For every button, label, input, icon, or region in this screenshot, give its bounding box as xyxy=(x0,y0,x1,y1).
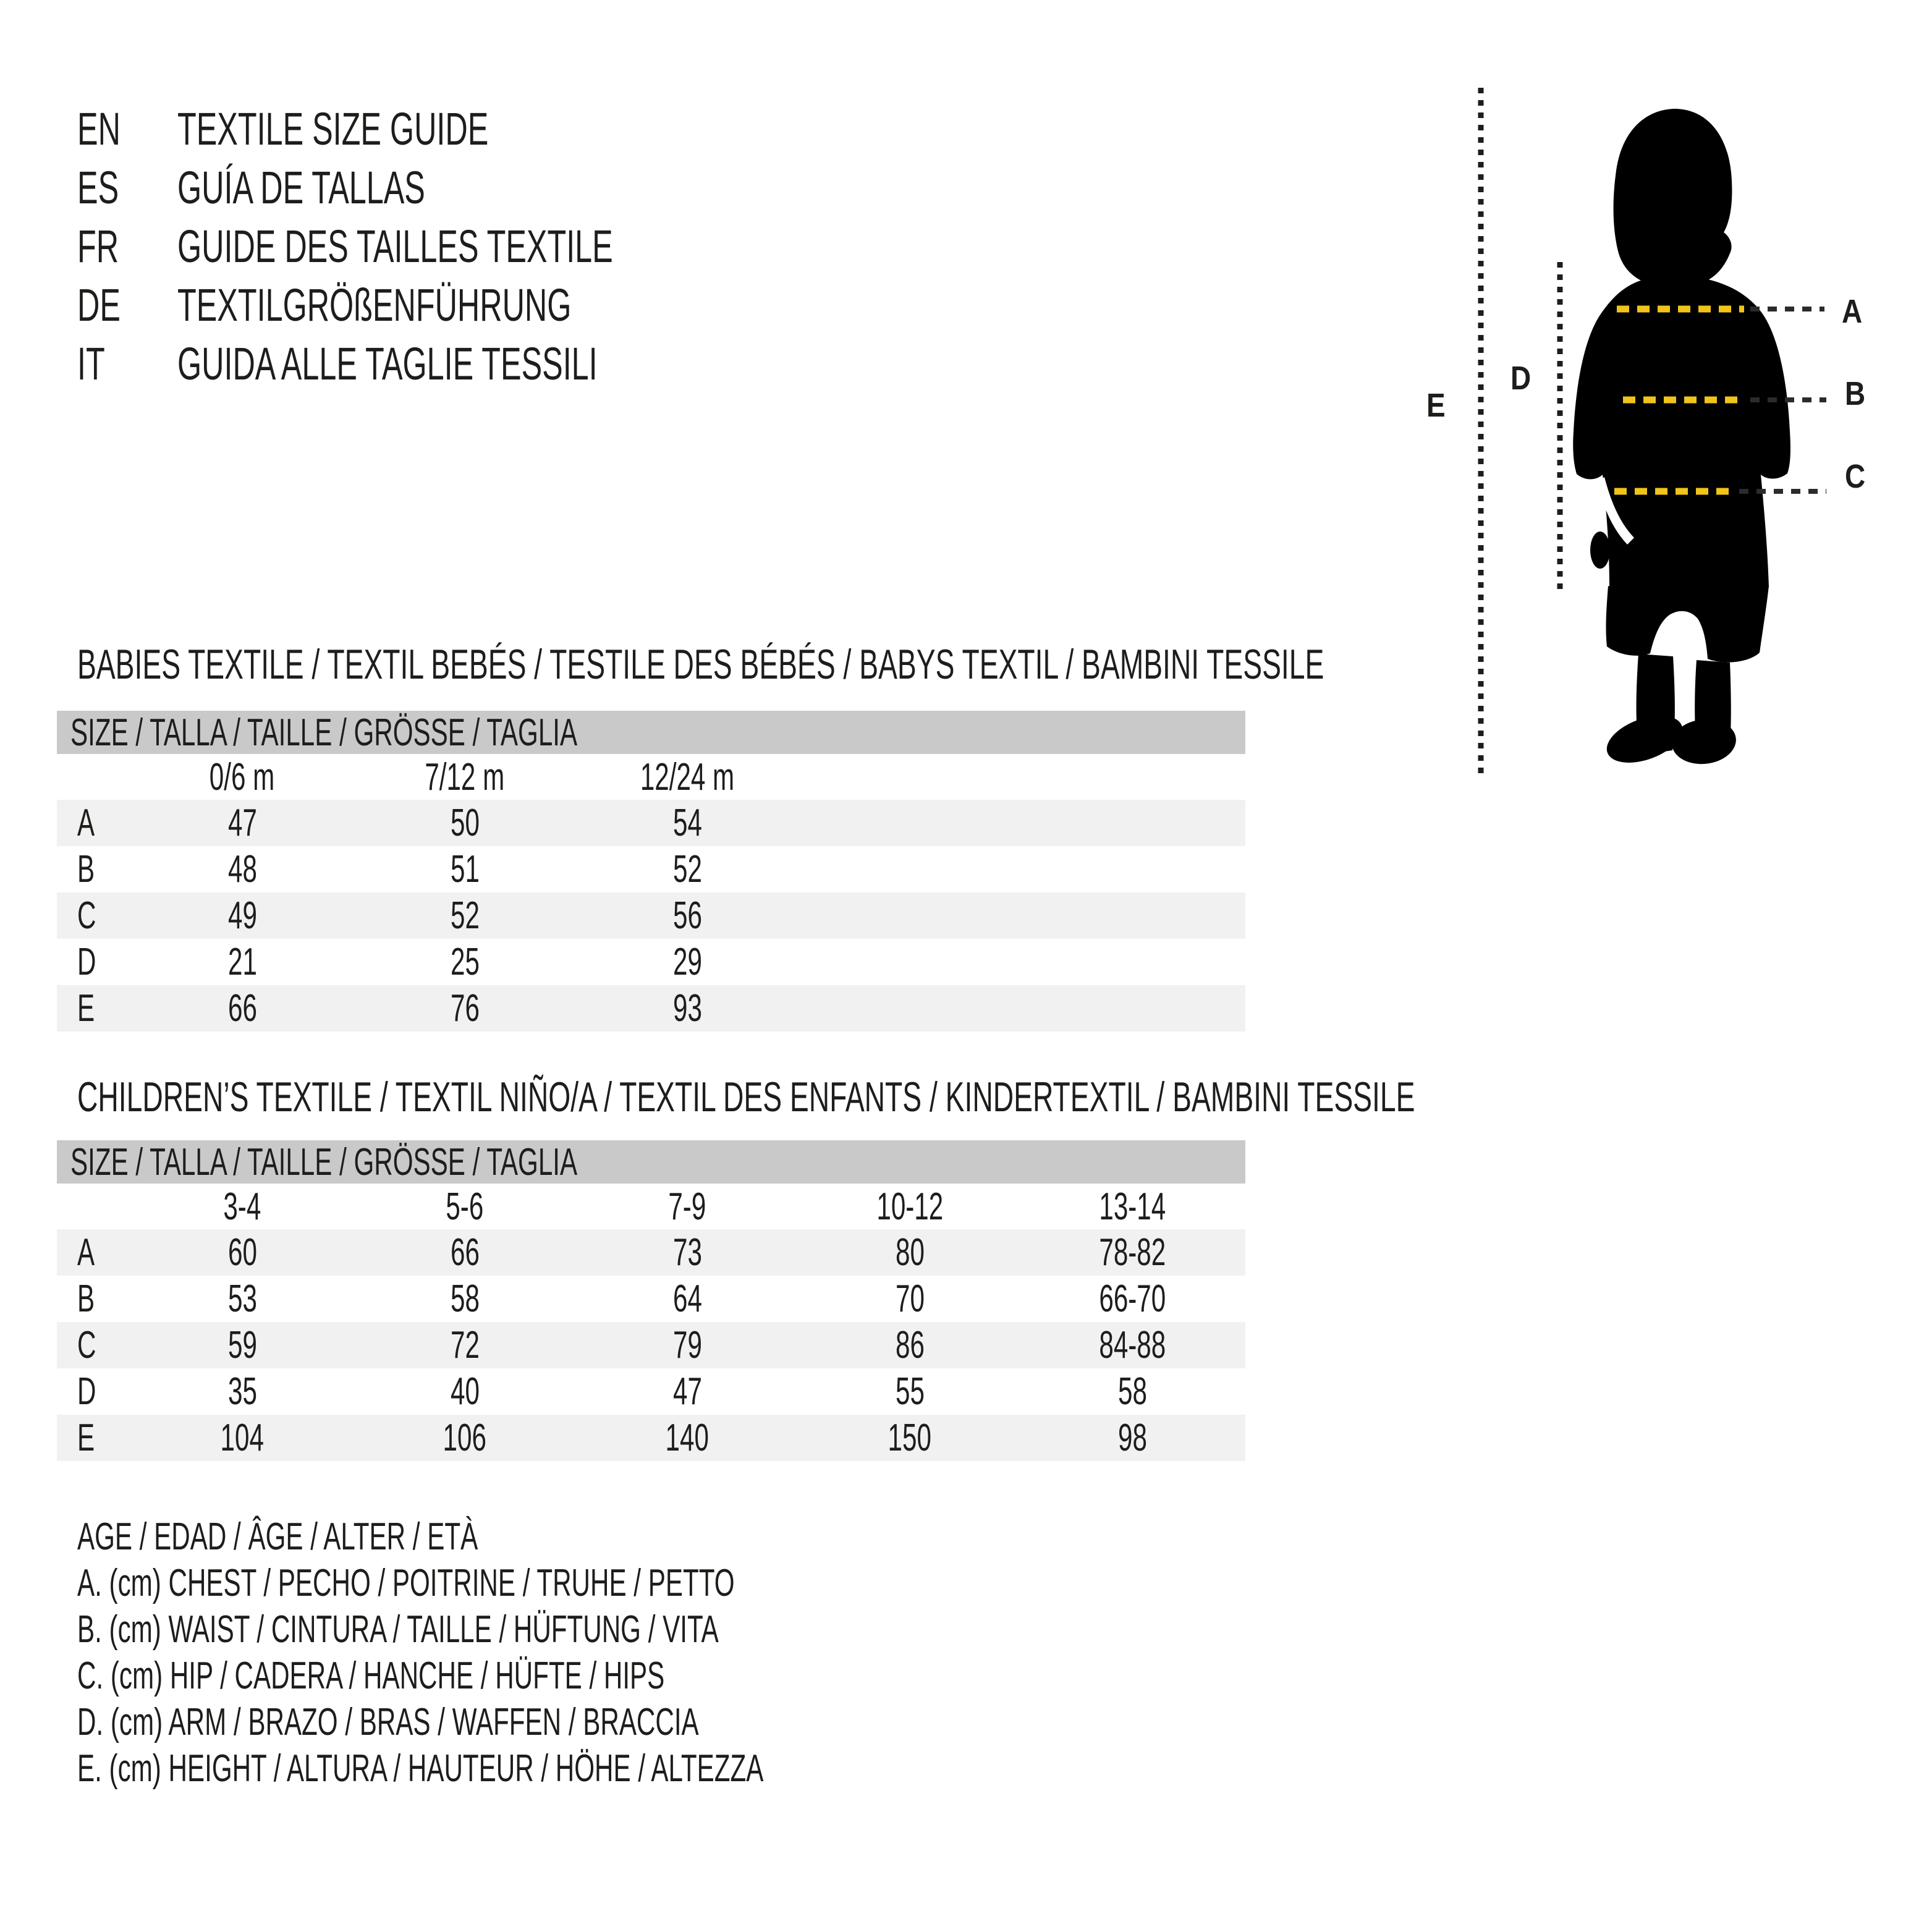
row-label: E xyxy=(77,1417,95,1459)
table-cell: 66 xyxy=(450,1231,480,1274)
children-section-title: CHILDREN’S TEXTILE / TEXTIL NIÑO/A / TEXTIL DES ENFANTS / KINDERTEXTIL / BAMBINI TESSILE xyxy=(77,1074,1415,1121)
language-title: GUIDA ALLE TAGLIE TESSILI xyxy=(177,338,598,389)
column-header: 7/12 m xyxy=(425,755,505,799)
table-cell: 93 xyxy=(672,987,702,1030)
table-cell: 73 xyxy=(672,1231,702,1274)
language-code: IT xyxy=(77,338,105,389)
table-row xyxy=(57,1229,1245,1276)
table-cell: 52 xyxy=(450,894,480,937)
language-title: TEXTILE SIZE GUIDE xyxy=(177,103,489,155)
legend-height-line: E. (cm) HEIGHT / ALTURA / HAUTEUR / HÖHE / ALTEZZA xyxy=(77,1747,764,1790)
table-cell: 40 xyxy=(450,1370,480,1413)
table-cell: 98 xyxy=(1117,1417,1147,1459)
language-title: TEXTILGRÖßENFÜHRUNG xyxy=(177,279,572,331)
table-cell: 58 xyxy=(450,1277,480,1320)
silhouette-hand xyxy=(1590,532,1610,569)
table-cell: 53 xyxy=(227,1277,257,1320)
table-cell: 47 xyxy=(672,1370,702,1413)
table-row xyxy=(57,1368,1245,1415)
arm-label-D: D xyxy=(1510,360,1532,397)
column-header: 12/24 m xyxy=(640,755,735,799)
language-code: ES xyxy=(77,162,119,213)
table-cell: 66-70 xyxy=(1099,1277,1166,1320)
table-cell: 76 xyxy=(450,987,480,1030)
column-header: 0/6 m xyxy=(210,755,275,799)
row-label: E xyxy=(77,987,95,1030)
table-cell: 50 xyxy=(450,802,480,844)
table-row xyxy=(57,1322,1245,1368)
table-cell: 49 xyxy=(227,894,257,937)
legend-age-line: AGE / EDAD / ÂGE / ALTER / ETÀ xyxy=(77,1515,478,1558)
table-cell: 25 xyxy=(450,941,480,983)
table-cell: 51 xyxy=(450,848,480,891)
language-title: GUÍA DE TALLAS xyxy=(177,162,425,213)
row-label: A xyxy=(77,1231,95,1274)
legend-chest-line: A. (cm) CHEST / PECHO / POITRINE / TRUHE / PETTO xyxy=(77,1562,735,1604)
language-code: DE xyxy=(77,279,121,331)
table-cell: 104 xyxy=(220,1417,265,1459)
children-size-table xyxy=(57,1140,1245,1461)
table-cell: 86 xyxy=(895,1324,925,1366)
table-cell: 54 xyxy=(672,802,702,844)
row-label: B xyxy=(77,848,95,891)
legend-arm-line: D. (cm) ARM / BRAZO / BRAS / WAFFEN / BRACCIA xyxy=(77,1701,699,1743)
table-cell: 47 xyxy=(227,802,257,844)
hip-label-C: C xyxy=(1845,458,1866,495)
babies-size-header-bar xyxy=(57,711,1245,754)
row-label: B xyxy=(77,1277,95,1320)
waist-label-B: B xyxy=(1845,375,1866,412)
table-cell: 72 xyxy=(450,1324,480,1366)
children-size-header-bar xyxy=(57,1140,1245,1184)
size-header-text: SIZE / TALLA / TAILLE / GRÖSSE / TAGLIA xyxy=(70,1140,578,1184)
table-cell: 66 xyxy=(227,987,257,1030)
table-row xyxy=(57,892,1245,939)
table-row xyxy=(57,985,1245,1032)
table-cell: 84-88 xyxy=(1099,1324,1166,1366)
babies-size-table xyxy=(57,711,1245,1032)
table-cell: 55 xyxy=(895,1370,925,1413)
language-title: GUIDE DES TAILLES TEXTILE xyxy=(177,221,613,272)
table-cell: 70 xyxy=(895,1277,925,1320)
size-header-text: SIZE / TALLA / TAILLE / GRÖSSE / TAGLIA xyxy=(70,711,578,754)
row-label: C xyxy=(77,1324,96,1366)
legend-hip-line: C. (cm) HIP / CADERA / HANCHE / HÜFTE / HIPS xyxy=(77,1654,665,1697)
chest-label-A: A xyxy=(1842,293,1863,330)
table-cell: 21 xyxy=(227,941,257,983)
table-cell: 48 xyxy=(227,848,257,891)
table-cell: 52 xyxy=(672,848,702,891)
child-silhouette-figure xyxy=(1409,74,1932,797)
language-code: FR xyxy=(77,221,119,272)
table-row xyxy=(57,939,1245,985)
row-label: A xyxy=(77,802,95,844)
row-label: D xyxy=(77,1370,96,1413)
table-cell: 60 xyxy=(227,1231,257,1274)
table-row xyxy=(57,846,1245,892)
table-cell: 78-82 xyxy=(1099,1231,1166,1274)
table-cell: 35 xyxy=(227,1370,257,1413)
children-column-header-row xyxy=(57,1184,1245,1229)
table-cell: 106 xyxy=(443,1417,487,1459)
table-cell: 79 xyxy=(672,1324,702,1366)
babies-section-title: BABIES TEXTILE / TEXTIL BEBÉS / TESTILE DES BÉBÉS / BABYS TEXTIL / BAMBINI TESSILE xyxy=(77,641,1324,688)
table-cell: 29 xyxy=(672,941,702,983)
table-row xyxy=(57,1276,1245,1322)
row-label: D xyxy=(77,941,96,983)
column-header: 5-6 xyxy=(446,1185,484,1228)
language-code: EN xyxy=(77,103,121,155)
table-row xyxy=(57,1415,1245,1461)
table-cell: 58 xyxy=(1117,1370,1147,1413)
height-label-E: E xyxy=(1426,387,1446,424)
column-header: 7-9 xyxy=(668,1185,706,1228)
table-cell: 64 xyxy=(672,1277,702,1320)
table-cell: 80 xyxy=(895,1231,925,1274)
table-cell: 150 xyxy=(888,1417,932,1459)
table-cell: 59 xyxy=(227,1324,257,1366)
table-cell: 140 xyxy=(665,1417,710,1459)
table-row xyxy=(57,800,1245,846)
legend-waist-line: B. (cm) WAIST / CINTURA / TAILLE / HÜFTUNG / VITA xyxy=(77,1608,719,1651)
column-header: 10-12 xyxy=(876,1185,943,1228)
babies-column-header-row xyxy=(57,754,1245,800)
column-header: 13-14 xyxy=(1099,1185,1166,1228)
table-cell: 56 xyxy=(672,894,702,937)
column-header: 3-4 xyxy=(223,1185,261,1228)
row-label: C xyxy=(77,894,96,937)
